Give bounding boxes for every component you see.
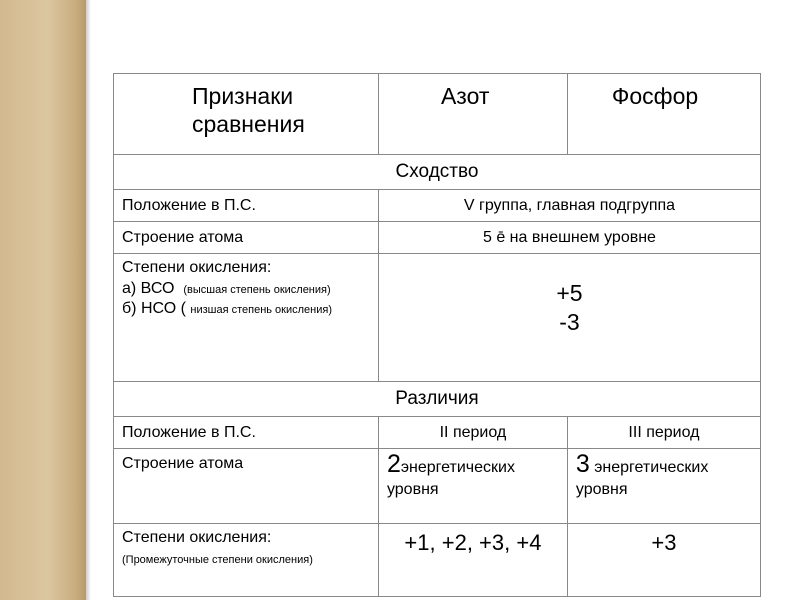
difference-oxidation-label <box>114 524 379 597</box>
nitrogen-oxidation-states: +1, +2, +3, +4 <box>378 524 567 597</box>
table-row <box>114 449 761 524</box>
similarity-oxidation-values <box>378 254 760 382</box>
oxidation-b-note: низшая степень окисления) <box>190 304 333 316</box>
oxidation-title: Степени окисления: <box>122 259 272 276</box>
similarity-structure-value: 5 ē на внешнем уровне <box>378 222 760 254</box>
table-row <box>114 524 761 597</box>
header-nitrogen: Азот <box>378 74 567 155</box>
phosphorus-period: III период <box>567 417 760 449</box>
oxidation-a-main: а) ВСО <box>122 280 175 297</box>
nitrogen-levels-number: 2 <box>386 450 401 478</box>
oxidation-b-main: б) НСО ( <box>122 300 186 317</box>
header-phosphorus: Фосфор <box>567 74 760 155</box>
difference-structure-label: Строение атома <box>114 449 379 524</box>
similarity-oxidation-label <box>114 254 379 382</box>
difference-title: Различия <box>114 382 761 417</box>
phosphorus-levels-text: энергетических уровня <box>575 459 709 498</box>
oxidation-a <box>122 278 370 301</box>
table-row <box>114 222 761 254</box>
similarity-structure-label: Строение атома <box>114 222 379 254</box>
similarity-position-value: V группа, главная подгруппа <box>378 190 760 222</box>
oxidation-high-value: +5 <box>556 280 583 306</box>
oxidation-b <box>122 301 370 318</box>
nitrogen-levels-text: энергетических уровня <box>386 459 515 498</box>
header-criteria: Признаки сравнения <box>114 74 379 155</box>
table-row <box>114 254 761 382</box>
phosphorus-levels-number: 3 <box>575 450 590 478</box>
phosphorus-energy-levels <box>567 449 760 524</box>
nitrogen-period: II период <box>378 417 567 449</box>
table-row <box>114 190 761 222</box>
difference-position-label: Положение в П.С. <box>114 417 379 449</box>
similarity-position-label: Положение в П.С. <box>114 190 379 222</box>
difference-section-row <box>114 382 761 417</box>
decorative-left-band <box>0 0 86 600</box>
nitrogen-energy-levels <box>378 449 567 524</box>
oxidation-a-note: (высшая степень окисления) <box>183 284 331 296</box>
comparison-table <box>113 73 761 597</box>
oxidation-low-value: -3 <box>559 309 580 335</box>
table-row <box>114 417 761 449</box>
similarity-section-row <box>114 155 761 190</box>
similarity-title: Сходство <box>114 155 761 190</box>
phosphorus-oxidation-states: +3 <box>567 524 760 597</box>
difference-oxidation-title: Степени окисления: <box>122 529 272 546</box>
header-row <box>114 74 761 155</box>
difference-oxidation-note: (Промежуточные степени окисления) <box>122 554 313 566</box>
